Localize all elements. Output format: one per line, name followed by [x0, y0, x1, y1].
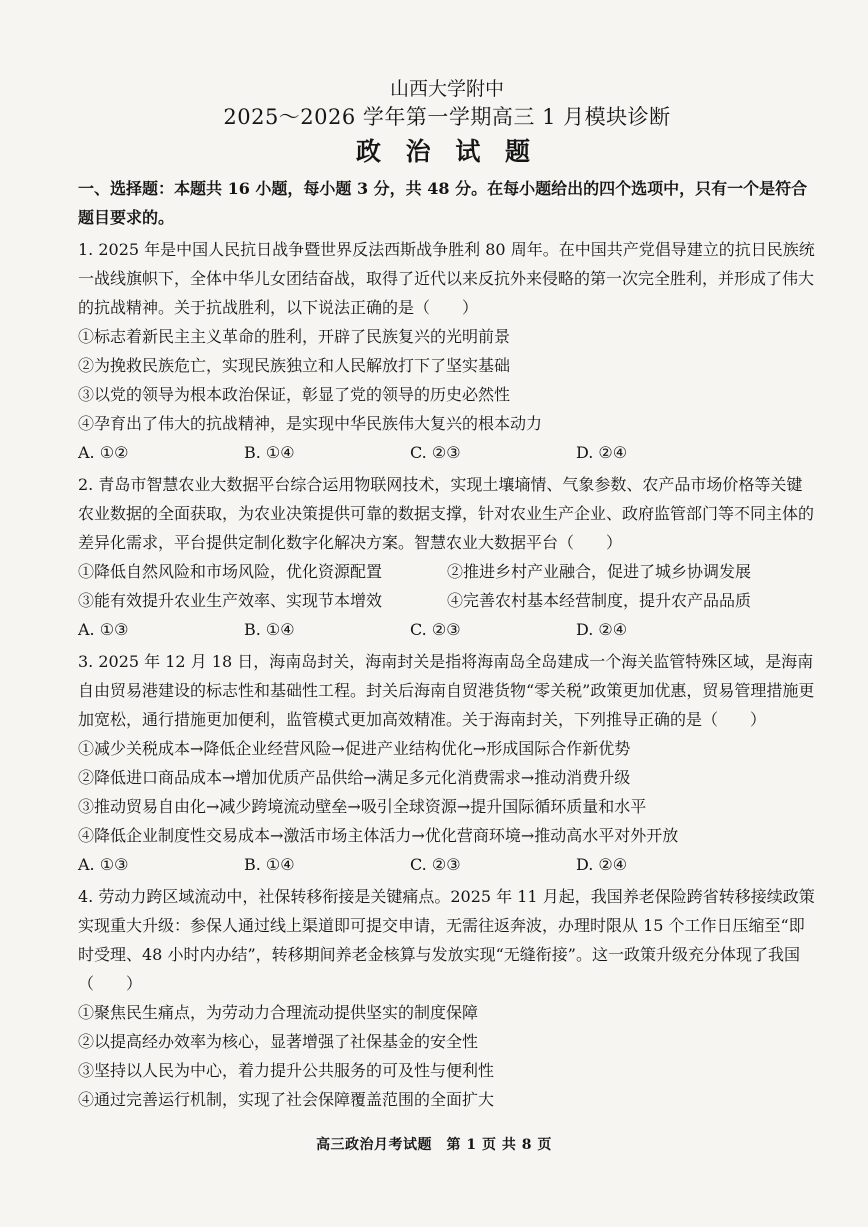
answer-choices	[78, 615, 816, 644]
question-3	[78, 647, 816, 879]
statement: ③以党的领导为根本政治保证，彰显了党的领导的历史必然性	[78, 385, 511, 404]
choice-d[interactable]: D. ②④	[576, 443, 628, 462]
statement: ①减少关税成本→降低企业经营风险→促进产业结构优化→形成国际合作新优势	[78, 739, 631, 758]
statement: ①标志着新民主主义革命的胜利，开辟了民族复兴的光明前景	[78, 327, 511, 346]
choice-b[interactable]: B. ①④	[244, 855, 295, 874]
statement: ④完善农村基本经营制度，提升农产品品质	[447, 591, 752, 610]
choice-d[interactable]: D. ②④	[576, 855, 628, 874]
statement: ②推进乡村产业融合，促进了城乡协调发展	[447, 562, 752, 581]
choice-d[interactable]: D. ②④	[576, 620, 628, 639]
choice-c[interactable]: C. ②③	[410, 443, 461, 462]
question-stem: 1. 2025 年是中国人民抗日战争暨世界反法西斯战争胜利 80 周年。在中国共产党倡导建立的抗日民族统一战线旗帜下，全体中华儿女团结奋战，取得了近代以来反抗外来侵略的第一次完全胜利，并形成了伟大的抗战精神。关于抗战胜利，以下说法正确的是（ ）	[78, 240, 815, 317]
school-name: 山西大学附中	[389, 78, 504, 100]
statement: ③能有效提升农业生产效率、实现节本增效	[78, 591, 383, 610]
statement: ①聚焦民生痛点，为劳动力合理流动提供坚实的制度保障	[78, 1003, 479, 1022]
statement: ①降低自然风险和市场风险，优化资源配置	[78, 562, 383, 581]
question-4	[78, 882, 816, 1114]
choice-a[interactable]: A. ①③	[78, 855, 129, 874]
question-2	[78, 470, 816, 644]
answer-choices	[78, 438, 816, 467]
question-1	[78, 235, 816, 467]
statement: ②为挽救民族危亡，实现民族独立和人民解放打下了坚实基础	[78, 356, 511, 375]
statement: ④通过完善运行机制，实现了社会保障覆盖范围的全面扩大	[78, 1090, 495, 1109]
statement: ④降低企业制度性交易成本→激活市场主体活力→优化营商环境→推动高水平对外开放	[78, 826, 679, 845]
choice-a[interactable]: A. ①②	[78, 443, 129, 462]
question-stem: 3. 2025 年 12 月 18 日，海南岛封关，海南封关是指将海南岛全岛建成一个海关监管特殊区域，是海南自由贸易港建设的标志性和基础性工程。封关后海南自贸港货物“零关税”政策更加优惠，贸易管理措施更加宽松，通行措施更加便利，监管模式更加高效精准。关于海南封关，下列推导正确的是（ ）	[78, 652, 815, 729]
statement: ②以提高经办效率为核心，显著增强了社保基金的安全性	[78, 1032, 479, 1051]
choice-c[interactable]: C. ②③	[410, 620, 461, 639]
choice-b[interactable]: B. ①④	[244, 443, 295, 462]
statement: ②降低进口商品成本→增加优质产品供给→满足多元化消费需求→推动消费升级	[78, 768, 631, 787]
choice-a[interactable]: A. ①③	[78, 620, 129, 639]
statement: ③坚持以人民为中心，着力提升公共服务的可及性与便利性	[78, 1061, 495, 1080]
choice-c[interactable]: C. ②③	[410, 855, 461, 874]
statement: ④孕育出了伟大的抗战精神，是实现中华民族伟大复兴的根本动力	[78, 414, 543, 433]
choice-b[interactable]: B. ①④	[244, 620, 295, 639]
page-footer: 高三政治月考试题 第 1 页 共 8 页	[316, 1137, 552, 1153]
question-stem: 4. 劳动力跨区域流动中，社保转移衔接是关键痛点。2025 年 11 月起，我国养老保险跨省转移接续政策实现重大升级：参保人通过线上渠道即可提交申请，无需往返奔波，办理时限从 15 个工作日压缩至“即时受理、48 小时内办结”，转移期间养老金核算与发放实现“无缝衔接”。这一政策升级充分体现了我国（ ）	[78, 887, 815, 993]
statement: ③推动贸易自由化→减少跨境流动壁垒→吸引全球资源→提升国际循环质量和水平	[78, 797, 647, 816]
subject-title: 政 治 试 题	[355, 137, 539, 166]
question-stem: 2. 青岛市智慧农业大数据平台综合运用物联网技术，实现土壤墒情、气象参数、农产品市场价格等关键农业数据的全面获取，为农业决策提供可靠的数据支撑，针对农业生产企业、政府监管部门等不同主体的差异化需求，平台提供定制化数字化解决方案。智慧农业大数据平台（ ）	[78, 475, 815, 552]
exam-title: 2025～2026 学年第一学期高三 1 月模块诊断	[223, 105, 671, 129]
statement-row	[78, 586, 816, 615]
section-instructions: 一、选择题：本题共 16 小题，每小题 3 分，共 48 分。在每小题给出的四个选项中，只有一个是符合题目要求的。	[78, 179, 808, 227]
statement-row	[78, 557, 816, 586]
answer-choices	[78, 850, 816, 879]
